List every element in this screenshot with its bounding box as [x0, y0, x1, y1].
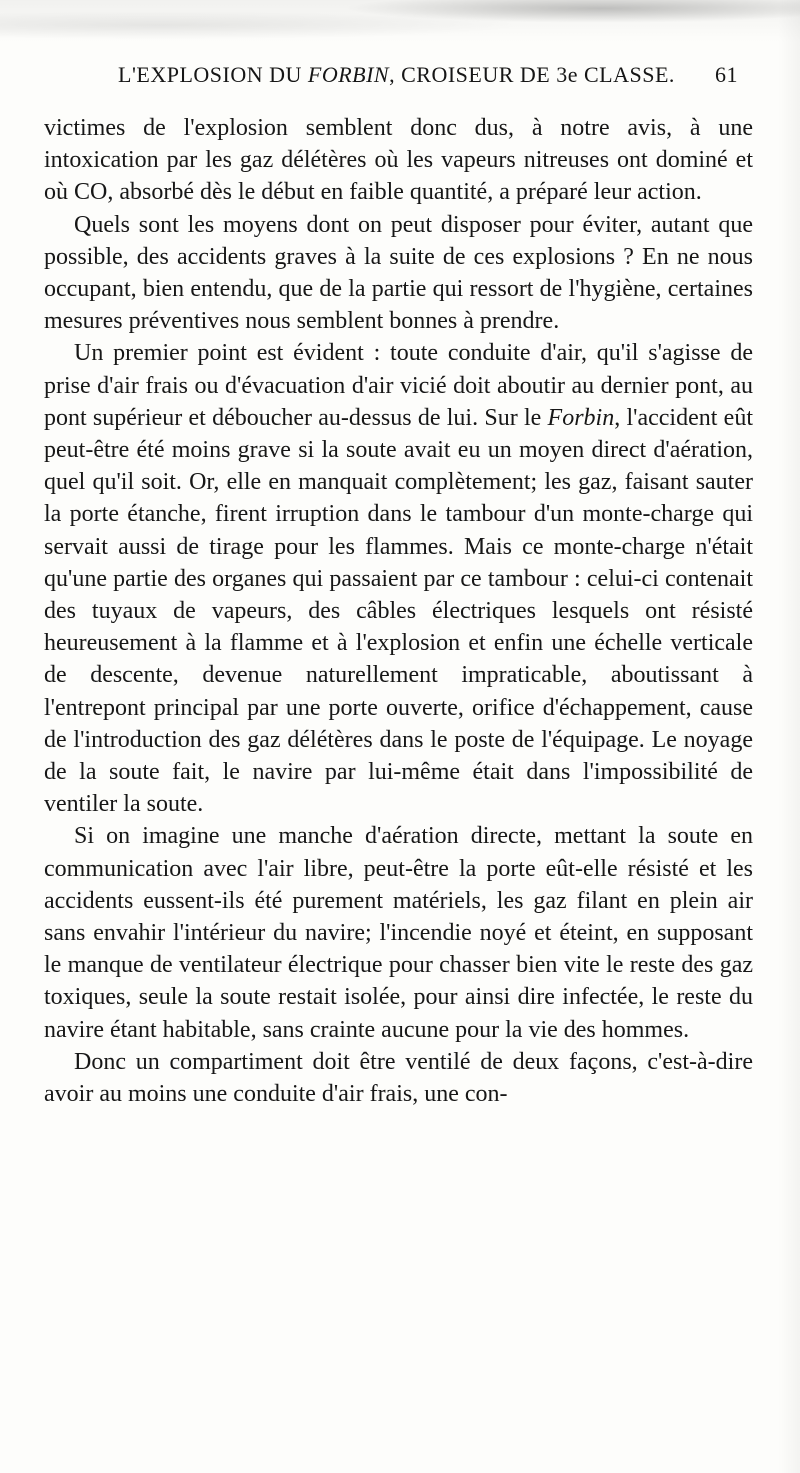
- paragraph-4: Si on imagine une manche d'aération directe, mettant la soute en communication avec l'air libre, peut-être la porte eût-elle résisté et les accidents eussent-ils été purement matériels, les gaz filant en plein air sans envahir l'intérieur du navire; l'incendie noyé et éteint, en supposant le manque de ventilateur électrique pour chasser bien vite le reste des gaz toxiques, seule la soute restait isolée, pour ainsi dire infectée, le reste du navire étant habitable, sans crainte aucune pour la vie des hommes.: [44, 823, 753, 1043]
- paragraph-3: [44, 337, 753, 820]
- header-title-suffix: , CROISEUR DE 3e CLASSE.: [389, 62, 675, 87]
- header-title-ship: FORBIN: [307, 62, 390, 87]
- running-header: [118, 62, 738, 92]
- page-number: 61: [715, 62, 738, 87]
- ship-name-italic: Forbin: [547, 404, 615, 431]
- scan-right-edge: [778, 0, 800, 1473]
- scan-top-edge: [0, 0, 800, 42]
- paragraph-2: Quels sont les moyens dont on peut disposer pour éviter, autant que possible, des accidents graves à la suite de ces explosions ? En ne nous occupant, bien entendu, que de la partie qui ressort de l'hygiène, certaines mesures préventives nous semblent bonnes à prendre.: [44, 211, 753, 335]
- paragraph-1: victimes de l'explosion semblent donc dus, à notre avis, à une intoxication par les gaz délétères où les vapeurs nitreuses ont dominé et où CO, absorbé dès le début en faible quantité, a préparé leur action.: [44, 115, 753, 206]
- paragraph-5: Donc un compartiment doit être ventilé de deux façons, c'est-à-dire avoir au moins une conduite d'air frais, une con-: [44, 1048, 753, 1108]
- paragraph-3-part-2: , l'accident eût peut-être été moins grave si la soute avait eu un moyen direct d'aération, quel qu'il soit. Or, elle en manquait complètement; les gaz, faisant sauter la porte étanche, firent irruption dans le tambour d'un monte-charge qui servait aussi de tirage pour les flammes. Mais ce monte-charge n'était qu'une partie des organes qui passaient par ce tambour : celui-ci contenait des tuyaux de vapeurs, des câbles électriques lesquels ont résisté heureusement à la flamme et à l'explosion et enfin une échelle verticale de descente, devenue naturellement impraticable, aboutissant à l'entrepont principal par une porte ouverte, orifice d'échappement, cause de l'introduction des gaz délétères dans le poste de l'équipage. Le noyage de la soute fait, le navire par lui-même était dans l'impossibilité de ventiler la soute.: [44, 404, 753, 818]
- header-title: [118, 62, 675, 88]
- paragraph-3-part-1: Un premier point est évident : toute conduite d'air, qu'il s'agisse de prise d'air frais ou d'évacuation d'air vicié doit aboutir au dernier pont, au pont supérieur et déboucher au-dessus de lui. Sur le: [44, 340, 753, 431]
- header-title-prefix: L'EXPLOSION DU: [118, 62, 308, 87]
- body-text: [44, 112, 753, 1110]
